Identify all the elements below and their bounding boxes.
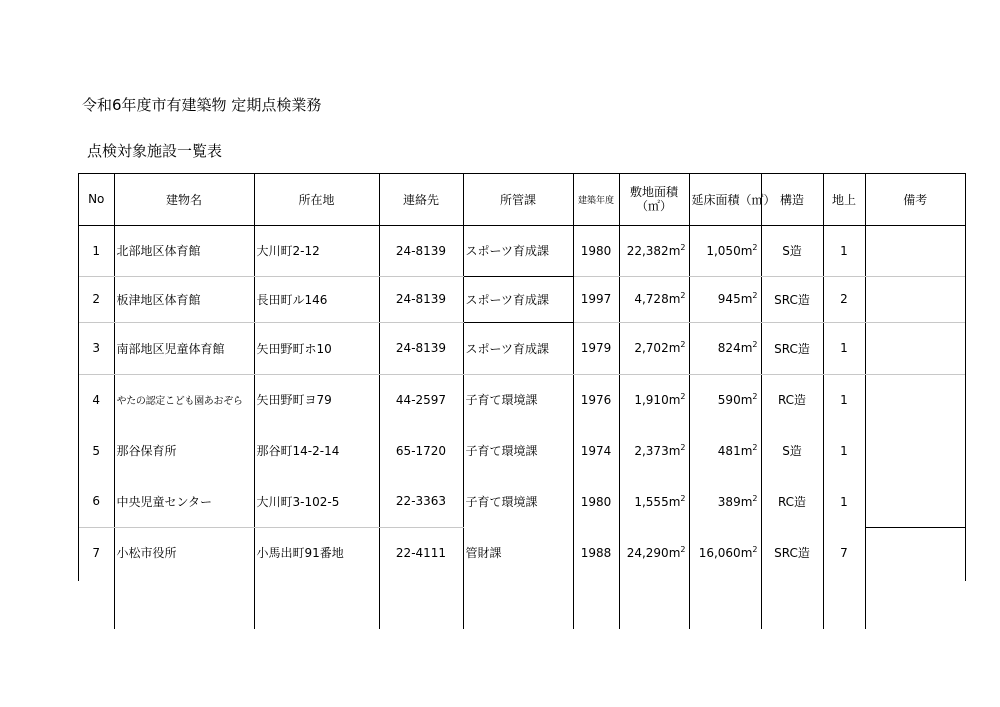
unit-m: m [740, 243, 753, 258]
table-row [79, 527, 965, 578]
cell-site-area: $1,555m^2$ [619, 476, 689, 527]
cell-name: 那谷保育所 [114, 425, 254, 476]
cell-contact: 65-1720 [379, 425, 463, 476]
cell-name: 北部地区体育館 [114, 225, 254, 276]
cell-notes [865, 425, 965, 476]
cell-department: スポーツ育成課 [463, 276, 573, 322]
cell-year: 1974 [573, 425, 619, 476]
cell-empty [761, 578, 823, 629]
cell-department: 子育て環境課 [463, 425, 573, 476]
cell-address: 長田町ル146 [254, 276, 379, 322]
cell-empty [114, 578, 254, 629]
cell-structure: SRC造 [761, 322, 823, 374]
col-header-address: 所在地 [254, 174, 379, 225]
cell-department: 子育て環境課 [463, 374, 573, 425]
cell-year: 1980 [573, 476, 619, 527]
unit-sup: 2 [680, 493, 686, 503]
unit-sup: 2 [752, 493, 758, 503]
cell-site-area: $2,702m^2$ [619, 322, 689, 374]
unit-m: m [668, 243, 681, 258]
unit-sup: 2 [752, 242, 758, 252]
table-row [79, 322, 965, 374]
cell-empty [254, 578, 379, 629]
col-header-floors-above: 地上 [823, 174, 865, 225]
cell-department: スポーツ育成課 [463, 225, 573, 276]
col-header-year: 建築年度 [573, 174, 619, 225]
cell-contact: 24-8139 [379, 322, 463, 374]
cell-year: 1988 [573, 527, 619, 578]
cell-contact: 44-2597 [379, 374, 463, 425]
unit-sup: 2 [752, 442, 758, 452]
cell-empty [463, 578, 573, 629]
table-row [79, 425, 965, 476]
unit-m: m [668, 292, 681, 306]
cell-site-area: $24,290m^2$ [619, 527, 689, 578]
cell-contact: 24-8139 [379, 276, 463, 322]
unit-sup: 2 [680, 242, 686, 252]
cell-no: 1 [79, 225, 114, 276]
cell-address: 大川町3-102-5 [254, 476, 379, 527]
table-row [79, 374, 965, 425]
cell-year: 1976 [573, 374, 619, 425]
cell-year: 1979 [573, 322, 619, 374]
cell-address: 矢田野町ヨ79 [254, 374, 379, 425]
unit-m: m [740, 494, 753, 509]
unit-sup: 2 [680, 391, 686, 401]
cell-notes [865, 225, 965, 276]
unit-m: m [740, 392, 753, 407]
table-header-row [79, 174, 965, 225]
unit-m: m [740, 545, 753, 560]
col-header-name: 建物名 [114, 174, 254, 225]
cell-empty [573, 578, 619, 629]
cell-structure: RC造 [761, 374, 823, 425]
facility-table-container [78, 173, 966, 581]
col-header-department: 所管課 [463, 174, 573, 225]
cell-empty [823, 578, 865, 629]
cell-no: 6 [79, 476, 114, 527]
cell-floors-above: 7 [823, 527, 865, 578]
unit-sup: 2 [752, 291, 758, 300]
cell-name: 板津地区体育館 [114, 276, 254, 322]
cell-name: 小松市役所 [114, 527, 254, 578]
col-header-floor-area: 延床面積（㎡） [689, 174, 761, 225]
unit-sup: 2 [752, 340, 758, 349]
cell-notes [865, 276, 965, 322]
cell-contact: 24-8139 [379, 225, 463, 276]
unit-sup: 2 [680, 544, 686, 554]
cell-department: 子育て環境課 [463, 476, 573, 527]
cell-site-area: $2,373m^2$ [619, 425, 689, 476]
cell-floors-above: 2 [823, 276, 865, 322]
cell-floor-area: $389m^2$ [689, 476, 761, 527]
cell-floors-above: 1 [823, 425, 865, 476]
table-row [79, 225, 965, 276]
cell-empty [865, 578, 965, 629]
unit-m: m [740, 341, 753, 355]
cell-floor-area: $824m^2$ [689, 322, 761, 374]
cell-address: 那谷町14-2-14 [254, 425, 379, 476]
col-header-site-area-line2: （㎡） [635, 199, 672, 214]
cell-notes [865, 322, 965, 374]
col-header-notes: 備考 [865, 174, 965, 225]
cell-year: 1980 [573, 225, 619, 276]
cell-notes [865, 476, 965, 527]
cell-contact: 22-3363 [379, 476, 463, 527]
table-row [79, 476, 965, 527]
cell-name: やたの認定こども園あおぞら [114, 374, 254, 425]
cell-name: 南部地区児童体育館 [114, 322, 254, 374]
cell-site-area: $4,728m^2$ [619, 276, 689, 322]
document-title: 令和6年度市有建築物 定期点検業務 [82, 96, 322, 114]
unit-sup: 2 [752, 544, 758, 554]
table-row [79, 276, 965, 322]
cell-empty [619, 578, 689, 629]
col-header-site-area-line1: 敷地面積 [629, 185, 678, 200]
cell-floors-above: 1 [823, 225, 865, 276]
cell-no: 4 [79, 374, 114, 425]
unit-sup: 2 [680, 291, 686, 300]
cell-empty [379, 578, 463, 629]
cell-structure: S造 [761, 225, 823, 276]
cell-department: 管財課 [463, 527, 573, 578]
cell-no: 2 [79, 276, 114, 322]
cell-name: 中央児童センター [114, 476, 254, 527]
facility-table [79, 174, 965, 629]
document-subtitle: 点検対象施設一覧表 [87, 142, 223, 160]
cell-floor-area: $945m^2$ [689, 276, 761, 322]
col-header-no: No [79, 174, 114, 225]
unit-m: m [740, 443, 753, 458]
cell-address: 大川町2-12 [254, 225, 379, 276]
cell-department: スポーツ育成課 [463, 322, 573, 374]
unit-m: m [668, 545, 681, 560]
cell-address: 矢田野町ホ10 [254, 322, 379, 374]
col-header-contact: 連絡先 [379, 174, 463, 225]
unit-m: m [668, 443, 681, 458]
unit-m: m [668, 392, 681, 407]
unit-sup: 2 [752, 391, 758, 401]
cell-notes [865, 527, 965, 578]
cell-empty [689, 578, 761, 629]
unit-m: m [668, 341, 681, 355]
cell-floor-area: $16,060m^2$ [689, 527, 761, 578]
cell-floors-above: 1 [823, 322, 865, 374]
cell-structure: S造 [761, 425, 823, 476]
cell-structure: RC造 [761, 476, 823, 527]
cell-year: 1997 [573, 276, 619, 322]
cell-site-area: $1,910m^2$ [619, 374, 689, 425]
unit-m: m [740, 292, 753, 306]
cell-no: 7 [79, 527, 114, 578]
unit-sup: 2 [680, 340, 686, 349]
cell-site-area: $22,382m^2$ [619, 225, 689, 276]
unit-m: m [668, 494, 681, 509]
table-row-partial [79, 578, 965, 629]
cell-floors-above: 1 [823, 476, 865, 527]
cell-notes [865, 374, 965, 425]
cell-structure: SRC造 [761, 276, 823, 322]
cell-floor-area: $481m^2$ [689, 425, 761, 476]
cell-floor-area: $1,050m^2$ [689, 225, 761, 276]
col-header-structure: 構造 [761, 174, 823, 225]
cell-address: 小馬出町91番地 [254, 527, 379, 578]
cell-no: 3 [79, 322, 114, 374]
cell-floor-area: $590m^2$ [689, 374, 761, 425]
cell-no: 5 [79, 425, 114, 476]
cell-structure: SRC造 [761, 527, 823, 578]
col-header-site-area [619, 174, 689, 225]
cell-floors-above: 1 [823, 374, 865, 425]
unit-sup: 2 [680, 442, 686, 452]
cell-empty [79, 578, 114, 629]
cell-contact: 22-4111 [379, 527, 463, 578]
